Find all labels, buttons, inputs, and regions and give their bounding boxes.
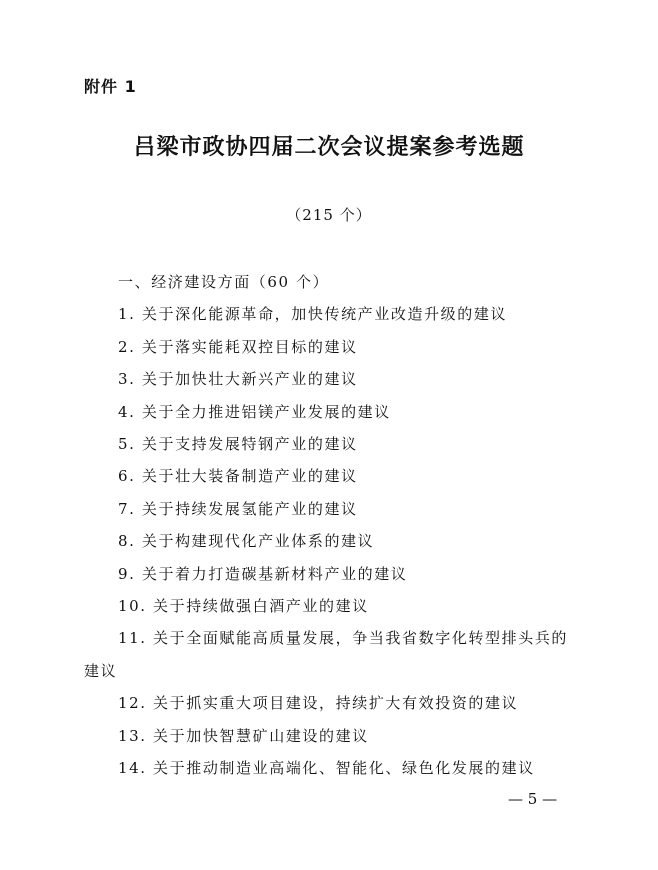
list-item: 5. 关于支持发展特钢产业的建议	[118, 435, 358, 454]
document-title: 吕梁市政协四届二次会议提案参考选题	[133, 134, 525, 160]
page-number: — 5 —	[508, 790, 558, 808]
list-item: 14. 关于推动制造业高端化、智能化、绿色化发展的建议	[118, 759, 535, 778]
proposal-list	[84, 266, 584, 785]
list-item: 1. 关于深化能源革命，加快传统产业改造升级的建议	[118, 305, 508, 324]
section-heading: 一、经济建设方面（60 个）	[118, 273, 330, 291]
list-item: 4. 关于全力推进铝镁产业发展的建议	[118, 402, 391, 421]
list-item: 9. 关于着力打造碳基新材料产业的建议	[118, 564, 408, 583]
list-item: 12. 关于抓实重大项目建设，持续扩大有效投资的建议	[118, 694, 519, 713]
list-item: 6. 关于壮大装备制造产业的建议	[118, 467, 358, 486]
list-item: 13. 关于加快智慧矿山建设的建议	[118, 726, 369, 745]
list-item: 8. 关于构建现代化产业体系的建议	[118, 532, 375, 551]
attachment-label: 附件 1	[84, 77, 137, 96]
list-item: 3. 关于加快壮大新兴产业的建议	[118, 370, 358, 389]
list-item: 10. 关于持续做强白酒产业的建议	[118, 597, 369, 616]
list-item: 2. 关于落实能耗双控目标的建议	[118, 337, 358, 356]
list-item: 7. 关于持续发展氢能产业的建议	[118, 499, 358, 518]
list-item: 11. 关于全面赋能高质量发展，争当我省数字化转型排头兵的建议	[84, 629, 569, 680]
proposal-count: （215 个）	[286, 206, 372, 224]
